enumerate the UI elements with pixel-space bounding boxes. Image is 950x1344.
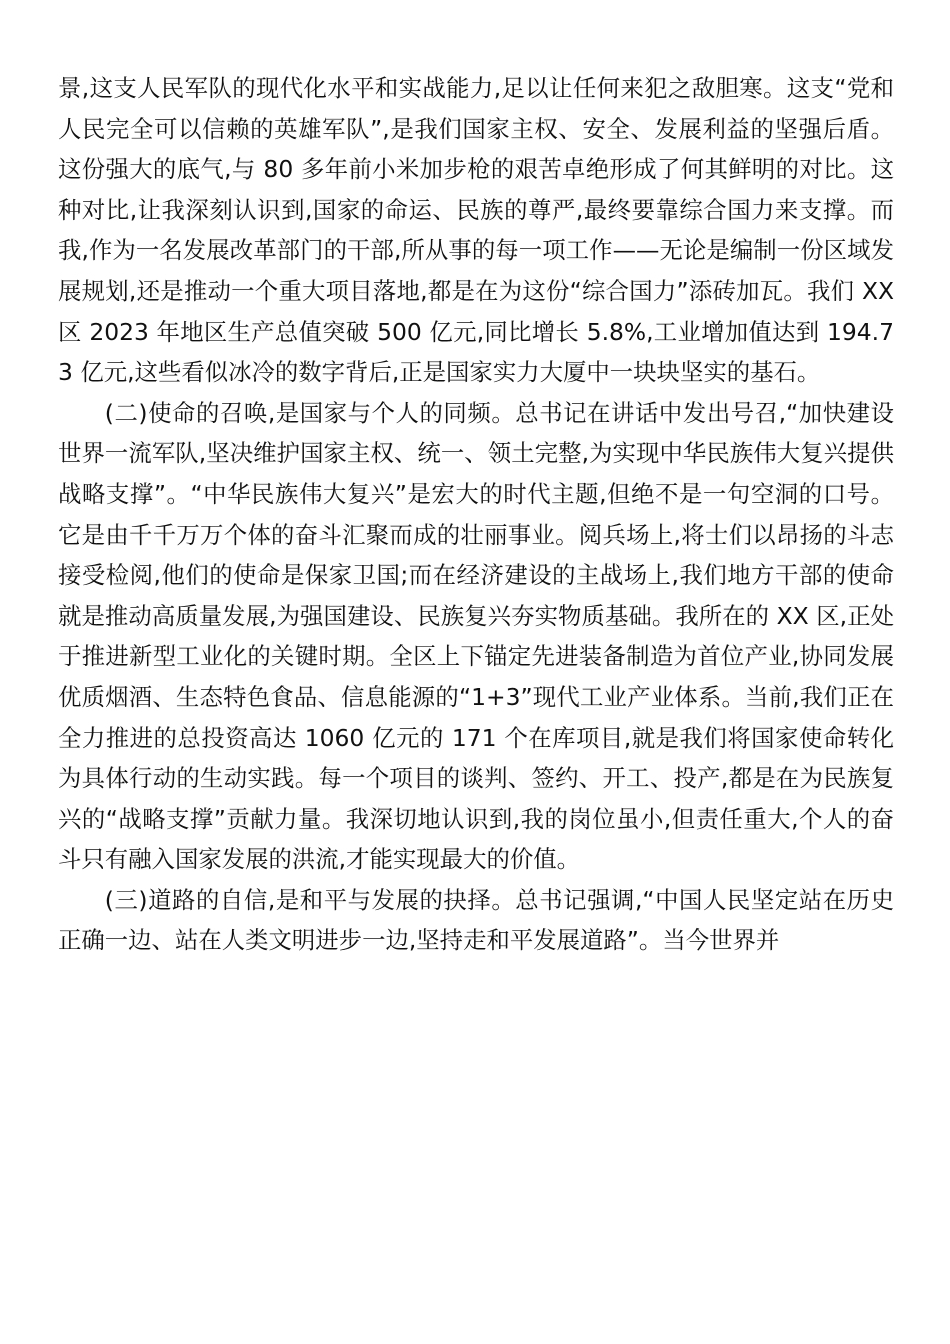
paragraph-section-three: (三)道路的自信,是和平与发展的抉择。总书记强调,“中国人民坚定站在历史正确一边、站在人类文明进步一边,坚持走和平发展道路”。当今世界并 <box>58 885 894 955</box>
paragraph-section-two: (二)使命的召唤,是国家与个人的同频。总书记在讲话中发出号召,“加快建设世界一流军队,坚决维护国家主权、统一、领土完整,为实现中华民族伟大复兴提供战略支撑”。“中华民族伟大复兴”是宏大的时代主题,但绝不是一句空洞的口号。它是由千千万万个体的奋斗汇聚而成的壮丽事业。阅兵场上,将士们以昂扬的斗志接受检阅,他们的使命是保家卫国;而在经济建设的主战场上,我们地方干部的使命就是推动高质量发展,为强国建设、民族复兴夯实物质基础。我所在的 XX 区,正处于推进新型工业化的关键时期。全区上下锚定先进装备制造为首位产业,协同发展优质烟酒、生态特色食品、信息能源的“1+3”现代工业产业体系。当前,我们正在全力推进的总投资高达 1060 亿元的 171 个在库项目,就是我们将国家使命转化为具体行动的生动实践。每一个项目的谈判、签约、开工、投产,都是在为民族复兴的“战略支撑”贡献力量。我深切地认识到,我的岗位虽小,但责任重大,个人的奋斗只有融入国家发展的洪流,才能实现最大的价值。 <box>58 398 894 874</box>
document-page <box>58 68 894 961</box>
paragraph-continuation: 景,这支人民军队的现代化水平和实战能力,足以让任何来犯之敌胆寒。这支“党和人民完全可以信赖的英雄军队”,是我们国家主权、安全、发展利益的坚强后盾。这份强大的底气,与 80 多年前小米加步枪的艰苦卓绝形成了何其鲜明的对比。这种对比,让我深刻认识到,国家的命运、民族的尊严,最终要靠综合国力来支撑。而我,作为一名发展改革部门的干部,所从事的每一项工作——无论是编制一份区域发展规划,还是推动一个重大项目落地,都是在为这份“综合国力”添砖加瓦。我们 XX 区 2023 年地区生产总值突破 500 亿元,同比增长 5.8%,工业增加值达到 194.73 亿元,这些看似冰冷的数字背后,正是国家实力大厦中一块块坚实的基石。 <box>58 74 894 387</box>
